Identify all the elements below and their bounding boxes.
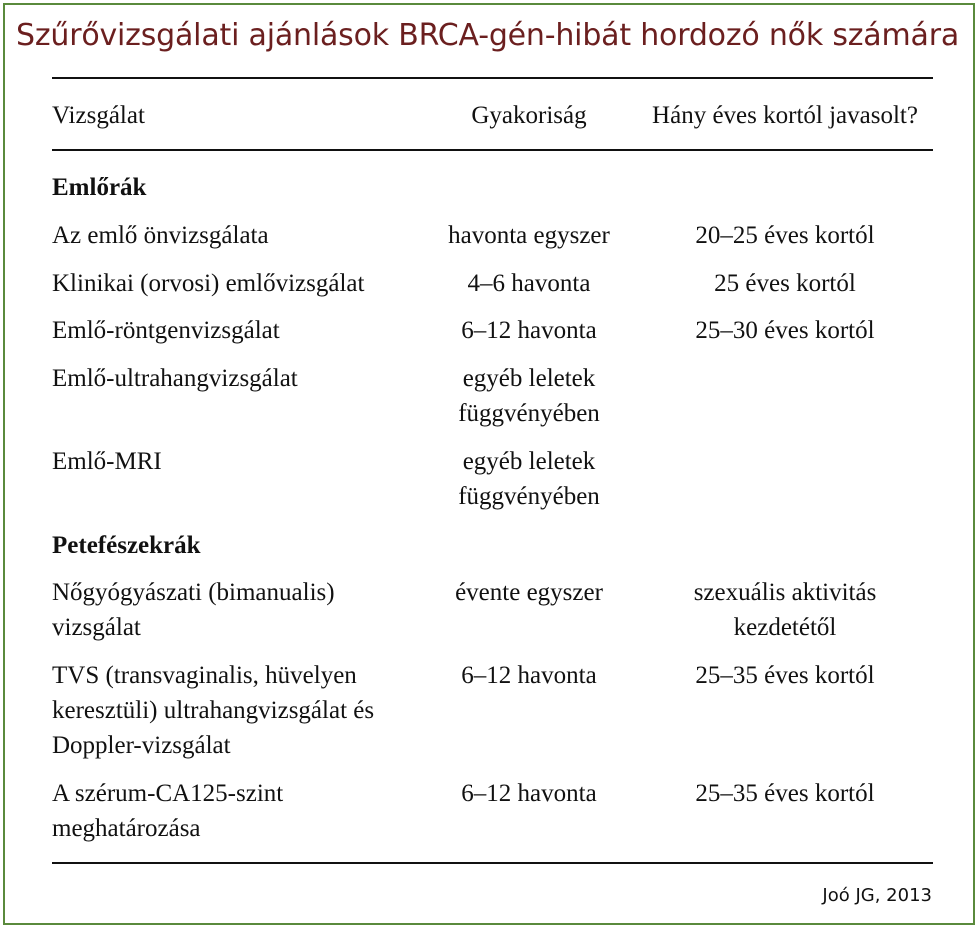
top-rule	[52, 77, 933, 79]
row-from-age: 20–25 éves kortól	[695, 222, 875, 249]
row-exam: Klinikai (orvosi) emlővizsgálat	[52, 270, 365, 297]
section-title-breast: Emlőrák	[52, 174, 147, 201]
row-exam: Emlő-röntgenvizsgálat	[52, 317, 280, 344]
row-exam: Emlő-MRI	[52, 448, 162, 475]
table-title: Szűrővizsgálati ajánlások BRCA-gén-hibát hordozó nők számára	[16, 18, 960, 53]
row-frequency: 6–12 havonta	[461, 317, 597, 344]
row-frequency: havonta egyszer	[448, 222, 610, 249]
row-from-age: 25–35 éves kortól	[695, 780, 875, 807]
row-exam: Az emlő önvizsgálata	[52, 222, 269, 249]
row-exam: TVS (transvaginalis, hüvelyen keresztüli) ultrahangvizsgálat és Doppler-vizsgálat	[52, 662, 375, 759]
row-frequency: egyéb leletek függvényében	[458, 448, 600, 510]
header-exam: Vizsgálat	[52, 102, 145, 129]
row-frequency: évente egyszer	[455, 579, 603, 606]
row-frequency: egyéb leletek függvényében	[458, 365, 600, 427]
row-from-age: szexuális aktivitás kezdetétől	[693, 579, 877, 641]
header-from-age: Hány éves kortól javasolt?	[652, 102, 918, 129]
row-exam: Nőgyógyászati (bimanualis) vizsgálat	[52, 579, 335, 641]
row-frequency: 6–12 havonta	[461, 780, 597, 807]
bottom-rule	[52, 862, 933, 864]
header-frequency: Gyakoriság	[471, 102, 587, 129]
section-title-ovarian: Petefészekrák	[52, 532, 201, 559]
row-frequency: 4–6 havonta	[467, 270, 591, 297]
row-frequency: 6–12 havonta	[461, 662, 597, 689]
row-from-age: 25 éves kortól	[714, 270, 856, 297]
row-exam: A szérum-CA125-szint meghatározása	[52, 780, 284, 842]
row-from-age: 25–30 éves kortól	[695, 317, 875, 344]
header-rule	[52, 149, 933, 151]
row-exam: Emlő-ultrahangvizsgálat	[52, 365, 298, 392]
row-from-age: 25–35 éves kortól	[695, 662, 875, 689]
source-citation: Joó JG, 2013	[822, 885, 932, 906]
